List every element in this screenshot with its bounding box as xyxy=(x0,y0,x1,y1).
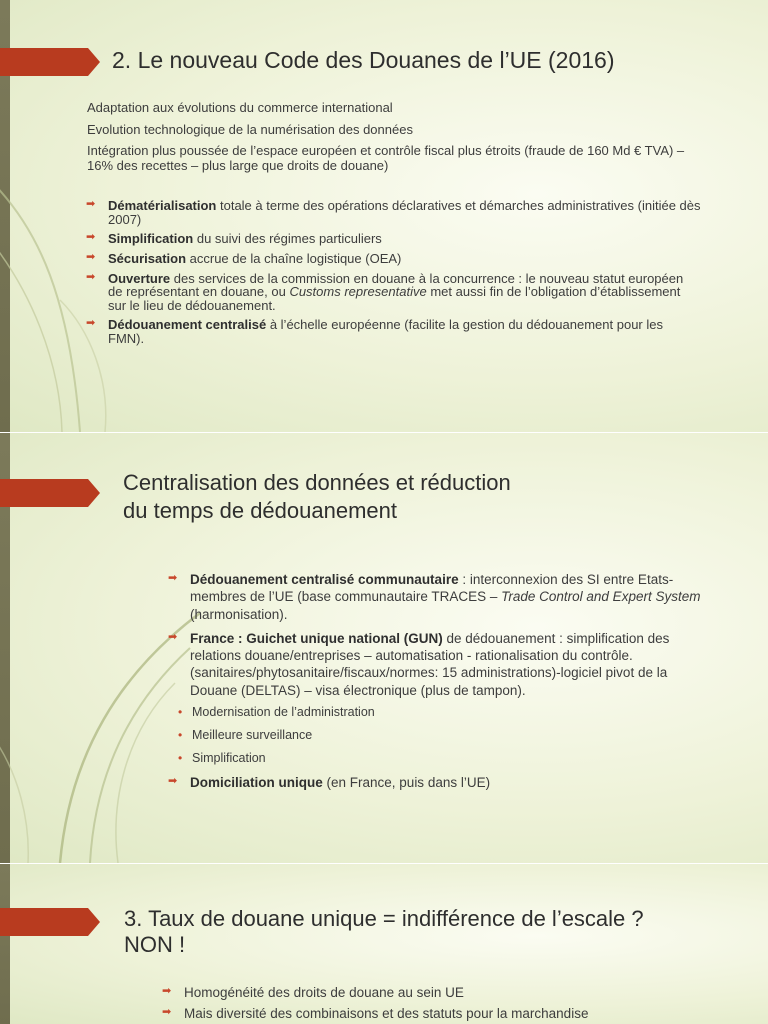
slide-1-bullets xyxy=(86,199,701,346)
list-item: ➡ Dédouanement centralisé à l’échelle européenne (facilite la gestion du dédouanement pour les FMN). xyxy=(86,317,663,347)
arrow-bullet-icon: ➡ xyxy=(86,231,96,244)
list-item: ➡ Simplification du suivi des régimes particuliers xyxy=(86,231,382,247)
list-item: ➡ Dédouanement centralisé communautaire : interconnexion des SI entre Etats-membres de l’UE (base communautaire TRACES – Trade Control and Expert System (harmonisation). xyxy=(168,572,701,622)
intro-line-3: Intégration plus poussée de l’espace européen et contrôle fiscal plus étroits (fraude de 160 Md € TVA) – 16% des recettes – plus large que droits de douane) xyxy=(87,143,685,174)
arrow-bullet-icon: ➡ xyxy=(86,317,96,330)
slide-sidebar xyxy=(0,864,10,1024)
intro-line-1: Adaptation aux évolutions du commerce international xyxy=(87,100,393,115)
arrow-bullet-icon: ➡ xyxy=(162,985,172,997)
slide-3-bullets xyxy=(162,985,722,1023)
list-item: ➡ Mais diversité des combinaisons et des statuts pour la marchandise xyxy=(162,1005,589,1021)
arrow-bullet-icon: ➡ xyxy=(86,250,96,263)
slide-1-title: 2. Le nouveau Code des Douanes de l’UE (2016) xyxy=(112,47,615,73)
sub-list-item: • Modernisation de l’administration xyxy=(178,704,375,719)
dot-bullet-icon: • xyxy=(178,727,183,742)
slide-3 xyxy=(0,864,768,1024)
title-tab xyxy=(0,908,100,936)
arrow-bullet-icon: ➡ xyxy=(168,774,178,787)
sub-list-item: • Simplification xyxy=(178,750,266,765)
slide-2-bullets xyxy=(168,571,710,791)
list-item: ➡ France : Guichet unique national (GUN) de dédouanement : simplification des relations douane/entreprises – automatisation - rationalisation du contrôle. (sanitaires/phytosanitaire/fiscaux/normes: 15 administrations)-logiciel pivot de la Douane (DELTAS) – visa électronique (plus de tampon). • Modernisation de l’administration • Meilleure surveillance • Simplification xyxy=(168,630,710,766)
sub-bullets xyxy=(178,704,710,766)
slide-2-title: Centralisation des données et réduction du temps de dédouanement xyxy=(123,470,511,523)
arrow-bullet-icon: ➡ xyxy=(86,270,96,283)
arrow-bullet-icon: ➡ xyxy=(168,630,178,643)
list-item: ➡ Homogénéité des droits de douane au sein UE xyxy=(162,985,464,1000)
arrow-bullet-icon: ➡ xyxy=(168,572,178,584)
intro-line-2: Evolution technologique de la numérisation des données xyxy=(87,122,413,137)
dot-bullet-icon: • xyxy=(178,704,183,719)
list-item: ➡ Ouverture des services de la commission en douane à la concurrence : le nouveau statut européen de représentant en douane, ou Customs representative met aussi fin de l’obligation d’établissement sur le lieu de dédouanement. xyxy=(86,270,684,313)
list-item: ➡ Dématérialisation totale à terme des opérations déclaratives et démarches administratives (initiée dès 2007) xyxy=(86,198,701,227)
arrow-bullet-icon: ➡ xyxy=(86,198,96,210)
slide-2 xyxy=(0,433,768,863)
title-tab xyxy=(0,479,100,507)
dot-bullet-icon: • xyxy=(178,750,183,765)
list-item: ➡ Sécurisation accrue de la chaîne logistique (OEA) xyxy=(86,250,402,266)
list-item: ➡ Domiciliation unique (en France, puis dans l’UE) xyxy=(168,774,491,790)
slide-1 xyxy=(0,0,768,432)
arrow-bullet-icon: ➡ xyxy=(162,1005,172,1018)
slide-3-title: 3. Taux de douane unique = indifférence de l’escale ? NON ! xyxy=(124,906,644,958)
sub-list-item: • Meilleure surveillance xyxy=(178,727,313,742)
title-tab xyxy=(0,48,100,76)
